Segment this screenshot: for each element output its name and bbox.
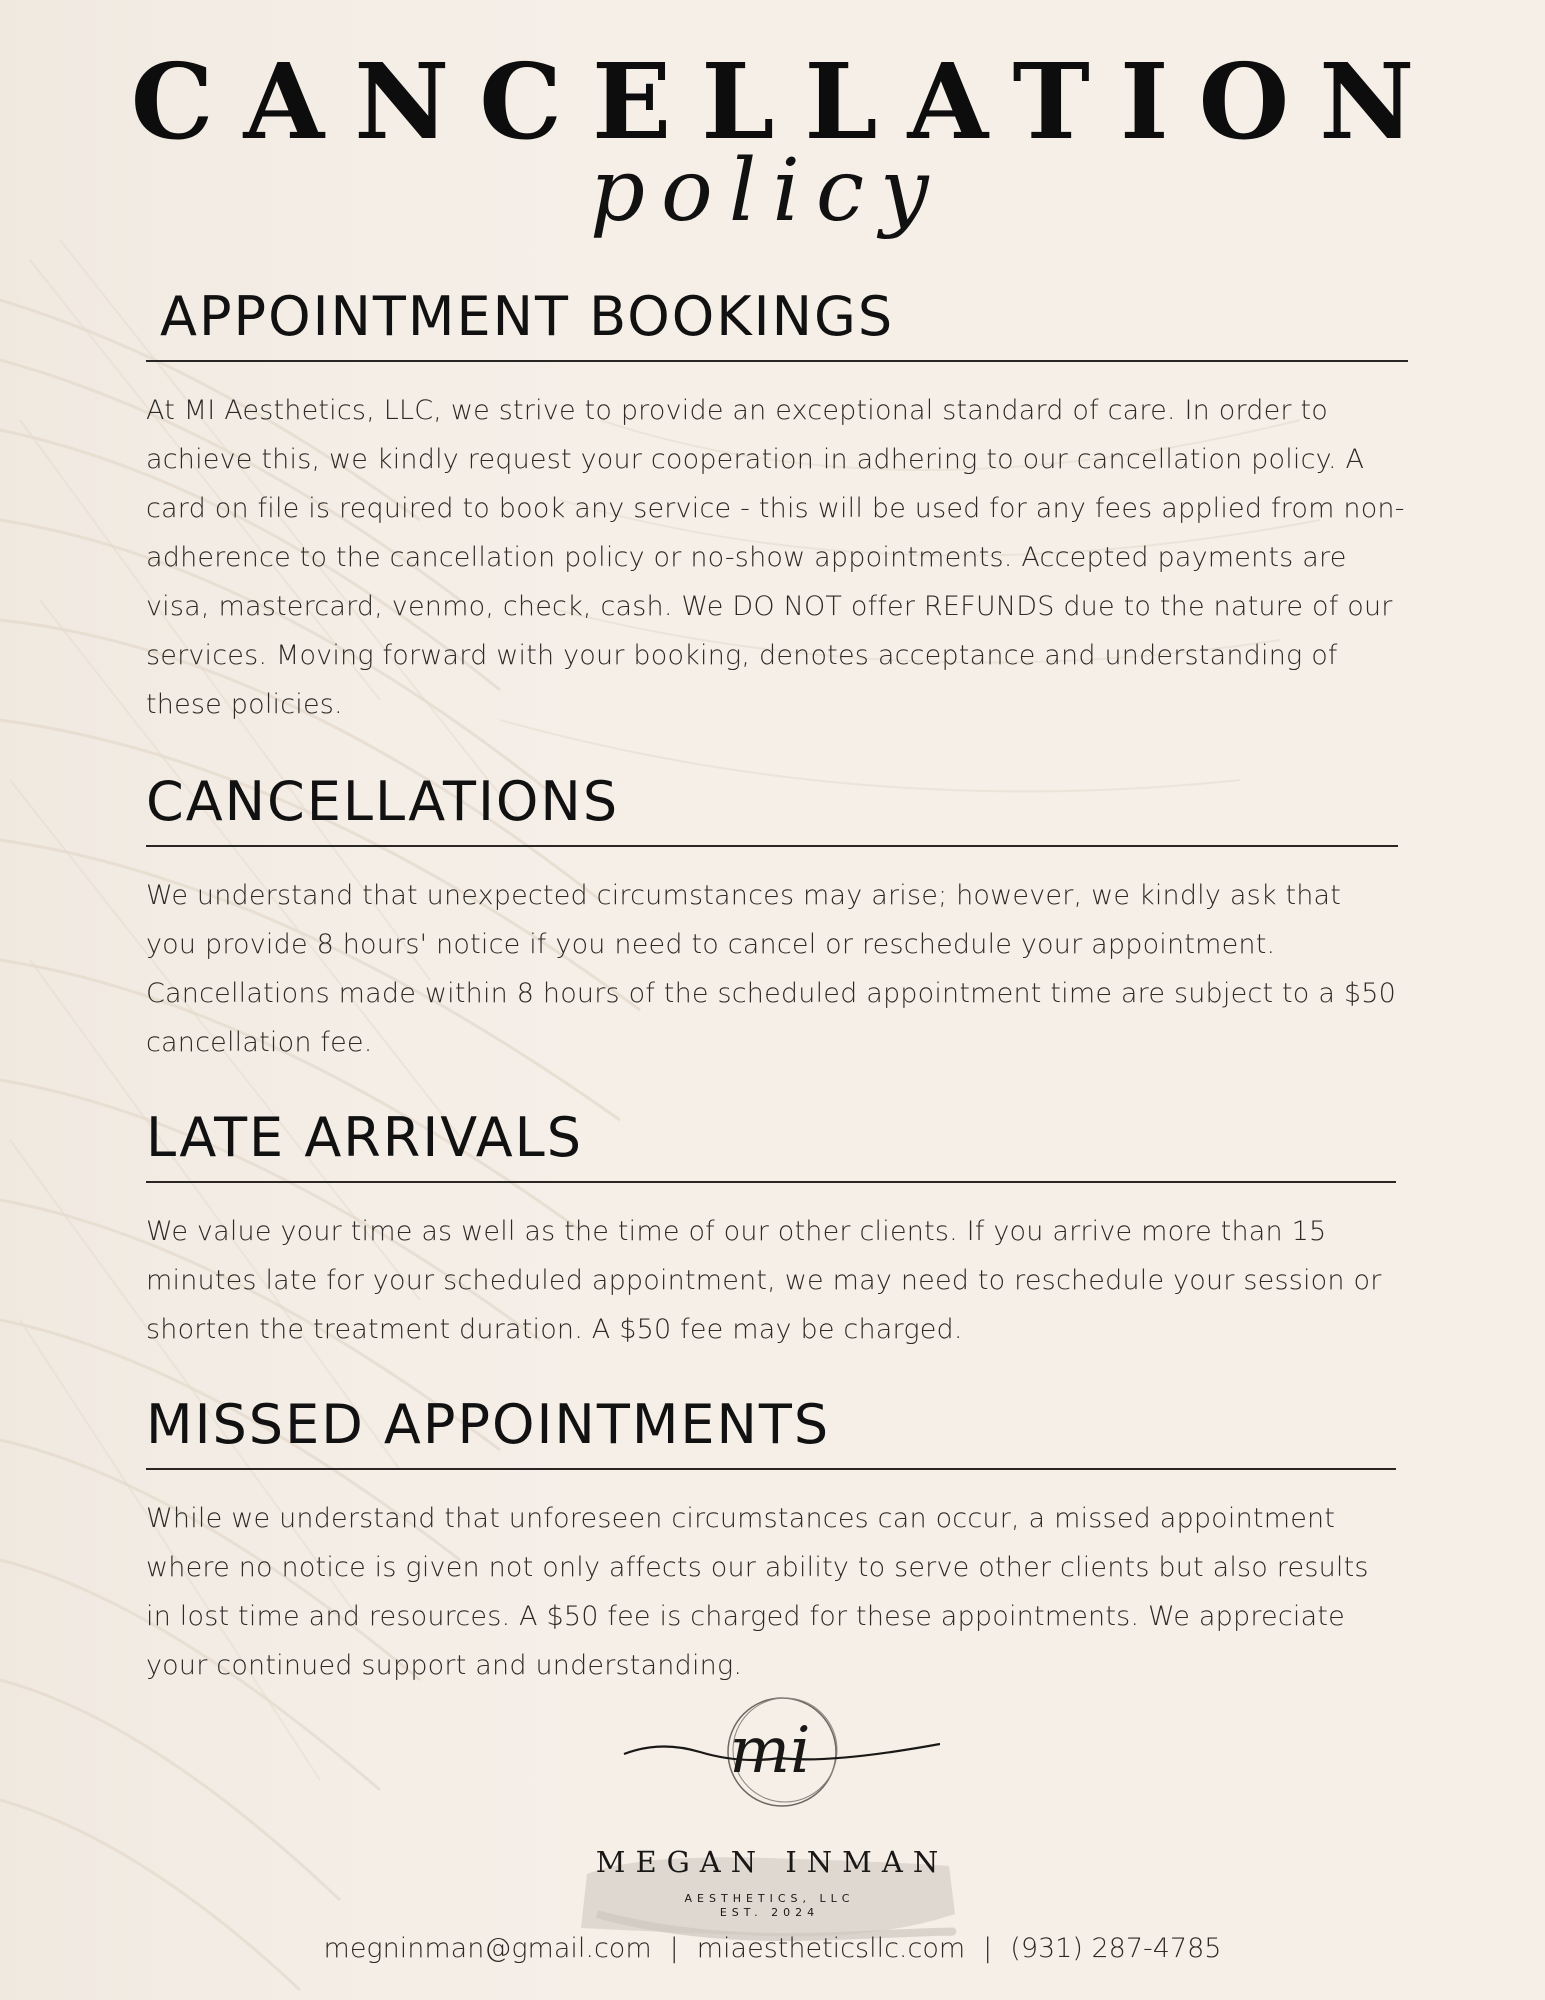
section-heading: LATE ARRIVALS	[146, 1111, 1396, 1183]
brand-established: EST. 2024	[719, 1906, 820, 1919]
section-heading: MISSED APPOINTMENTS	[146, 1398, 1396, 1470]
section-missed-appointments	[146, 1393, 1396, 1690]
contact-separator: |	[983, 1933, 993, 1964]
section-body: While we understand that unforeseen circumstances can occur, a missed appointment where no notice is given not only affects our ability to serve other clients but also results in lost time and resources. A $50 fee is charged for these appointments. We appreciate your continued support and understanding.	[146, 1503, 1369, 1681]
section-body: At MI Aesthetics, LLC, we strive to provide an exceptional standard of care. In order to achieve this, we kindly request your cooperation in adhering to our cancellation policy. A card on file is required to book any service - this will be used for any fees applied from non-adherence to the cancellation policy or no-show appointments. Accepted payments are visa, mastercard, venmo, check, cash. We DO NOT offer REFUNDS due to the nature of our services. Moving forward with your booking, denotes acceptance and understanding of these policies.	[146, 395, 1405, 720]
page-subtitle: policy	[590, 141, 945, 241]
contact-email[interactable]: megninman@gmail.com	[323, 1933, 652, 1964]
section-cancellations	[146, 770, 1398, 1067]
contact-footer	[0, 1931, 1545, 1967]
brand-block	[577, 1840, 957, 1920]
brand-subtitle: AESTHETICS, LLC	[684, 1892, 855, 1905]
page-title: CANCELLATION	[130, 40, 1445, 163]
section-late-arrivals	[146, 1106, 1396, 1354]
contact-separator: |	[669, 1933, 679, 1964]
section-heading: CANCELLATIONS	[146, 775, 1398, 847]
svg-text:mi: mi	[729, 1714, 811, 1788]
mi-monogram-logo	[620, 1692, 940, 1812]
section-body: We understand that unexpected circumstances may arise; however, we kindly ask that you provide 8 hours' notice if you need to cancel or reschedule your appointment. Cancellations made within 8 hours of the scheduled appointment time are subject to a $50 cancellation fee.	[146, 880, 1396, 1058]
brand-name: MEGAN INMAN	[595, 1845, 949, 1879]
section-body: We value your time as well as the time of our other clients. If you arrive more than 15 minutes late for your scheduled appointment, we may need to reschedule your session or shorten the treatment duration. A $50 fee may be charged.	[146, 1216, 1382, 1345]
contact-website[interactable]: miaestheticsllc.com	[696, 1933, 966, 1964]
section-appointment-bookings	[146, 285, 1408, 729]
section-heading: APPOINTMENT BOOKINGS	[146, 290, 1408, 362]
contact-phone[interactable]: (931) 287-4785	[1010, 1933, 1222, 1964]
